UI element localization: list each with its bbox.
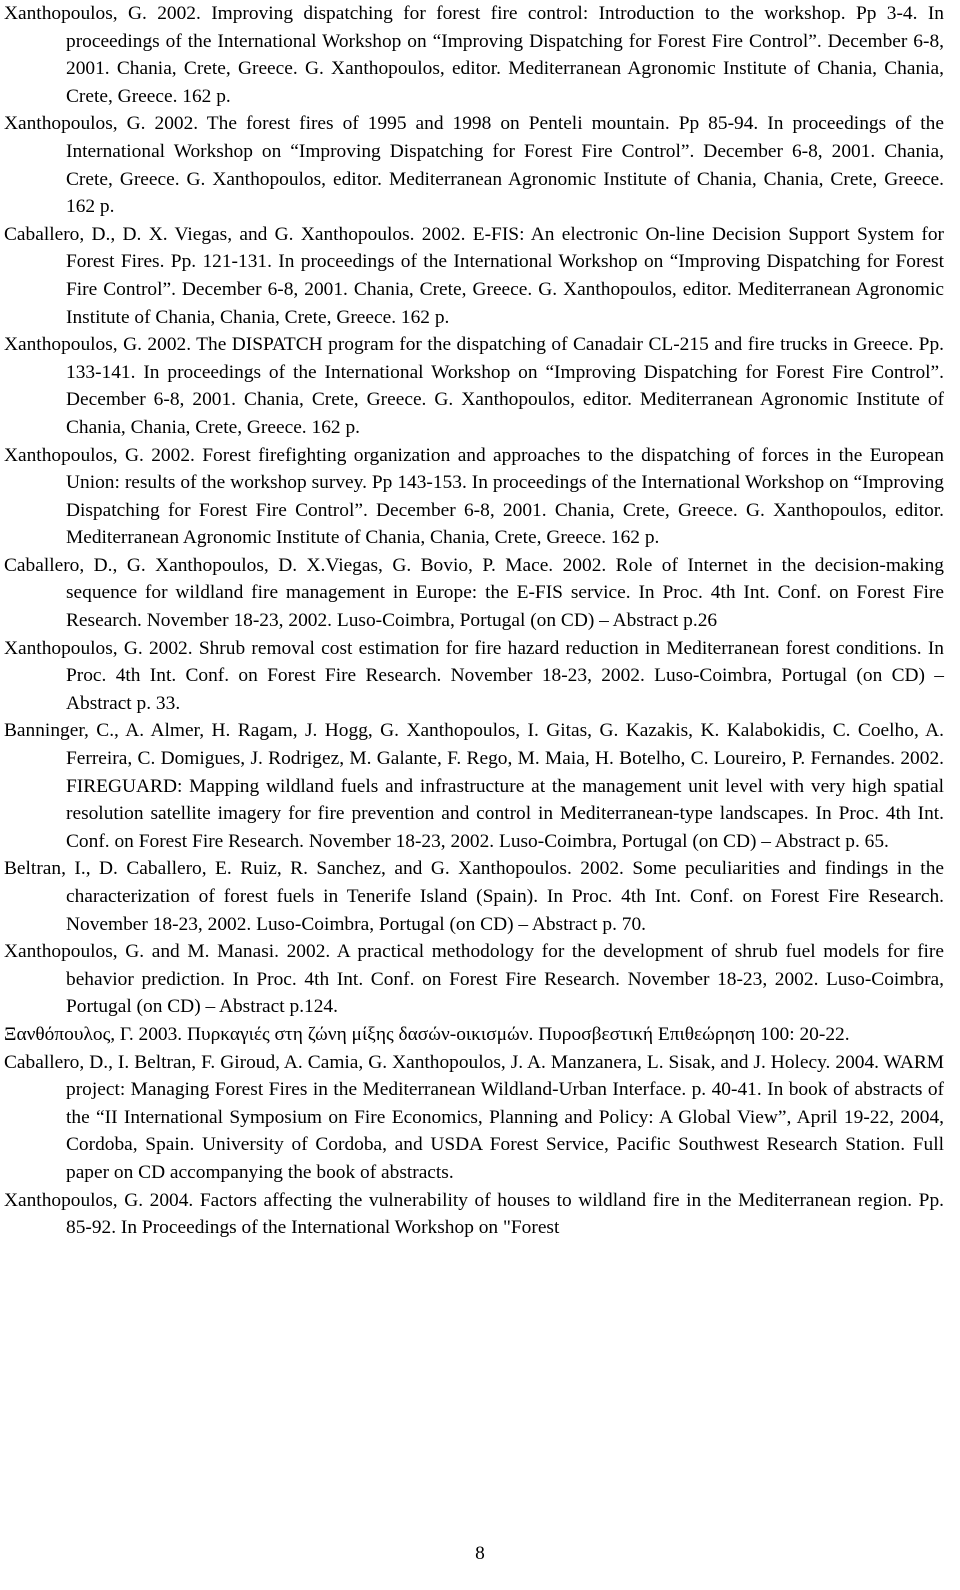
reference-list xyxy=(4,0,944,1242)
reference-entry: Xanthopoulos, G. 2002. The DISPATCH program for the dispatching of Canadair CL-215 and fire trucks in Greece. Pp. 133-141. In proceedings of the International Workshop on “Improving Dispatching for Forest Fire Control”. December 6-8, 2001. Chania, Crete, Greece. G. Xanthopoulos, editor. Mediterranean Agronomic Institute of Chania, Chania, Crete, Greece. 162 p. xyxy=(4,334,944,438)
reference-entry: Xanthopoulos, G. and M. Manasi. 2002. A practical methodology for the development of shrub fuel models for fire behavior prediction. In Proc. 4th Int. Conf. on Forest Fire Research. November 18-23, 2002. Luso-Coimbra, Portugal (on CD) – Abstract p.124. xyxy=(4,941,944,1018)
reference-entry: Beltran, I., D. Caballero, E. Ruiz, R. Sanchez, and G. Xanthopoulos. 2002. Some peculiarities and findings in the characterization of forest fuels in Tenerife Island (Spain). In Proc. 4th Int. Conf. on Forest Fire Research. November 18-23, 2002. Luso-Coimbra, Portugal (on CD) – Abstract p. 70. xyxy=(4,858,944,935)
reference-entry: Caballero, D., D. X. Viegas, and G. Xanthopoulos. 2002. E-FIS: An electronic On-line Decision Support System for Forest Fires. Pp. 121-131. In proceedings of the International Workshop on “Improving Dispatching for Forest Fire Control”. December 6-8, 2001. Chania, Crete, Greece. G. Xanthopoulos, editor. Mediterranean Agronomic Institute of Chania, Chania, Crete, Greece. 162 p. xyxy=(4,223,944,328)
reference-entry: Xanthopoulos, G. 2002. Forest firefighting organization and approaches to the dispatching of forces in the European Union: results of the workshop survey. Pp 143-153. In proceedings of the International Workshop on “Improving Dispatching for Forest Fire Control”. December 6-8, 2001. Chania, Crete, Greece. G. Xanthopoulos, editor. Mediterranean Agronomic Institute of Chania, Chania, Crete, Greece. 162 p. xyxy=(4,444,944,549)
reference-entry: Xanthopoulos, G. 2004. Factors affecting the vulnerability of houses to wildland fire in the Mediterranean region. Pp. 85-92. In Proceedings of the International Workshop on "Forest xyxy=(4,1189,944,1239)
reference-entry: Xanthopoulos, G. 2002. Shrub removal cost estimation for fire hazard reduction in Mediterranean forest conditions. In Proc. 4th Int. Conf. on Forest Fire Research. November 18-23, 2002. Luso-Coimbra, Portugal (on CD) – Abstract p. 33. xyxy=(4,637,944,714)
reference-entry: Xanthopoulos, G. 2002. Improving dispatching for forest fire control: Introduction to the workshop. Pp 3-4. In proceedings of the International Workshop on “Improving Dispatching for Forest Fire Control”. December 6-8, 2001. Chania, Crete, Greece. G. Xanthopoulos, editor. Mediterranean Agronomic Institute of Chania, Chania, Crete, Greece. 162 p. xyxy=(4,3,944,107)
reference-entry: Xanthopoulos, G. 2002. The forest fires of 1995 and 1998 on Penteli mountain. Pp 85-94. In proceedings of the International Workshop on “Improving Dispatching for Forest Fire Control”. December 6-8, 2001. Chania, Crete, Greece. G. Xanthopoulos, editor. Mediterranean Agronomic Institute of Chania, Chania, Crete, Greece. 162 p. xyxy=(4,113,944,218)
reference-entry: Caballero, D., G. Xanthopoulos, D. X.Viegas, G. Bovio, P. Mace. 2002. Role of Internet in the decision-making sequence for wildland fire management in Europe: the E-FIS service. In Proc. 4th Int. Conf. on Forest Fire Research. November 18-23, 2002. Luso-Coimbra, Portugal (on CD) – Abstract p.26 xyxy=(4,554,944,632)
reference-entry: Banninger, C., A. Almer, H. Ragam, J. Hogg, G. Xanthopoulos, I. Gitas, G. Kazakis, K. Kalabokidis, C. Coelho, A. Ferreira, C. Domigues, J. Rodrigez, M. Galante, F. Rego, M. Maia, H. Botelho, C. Loureiro, P. Fernandes. 2002. FIREGUARD: Mapping wildland fuels and infrastructure at the management unit level with very high spatial resolution satellite imagery for fire prevention and control in Mediterranean-type landscapes. In Proc. 4th Int. Conf. on Forest Fire Research. November 18-23, 2002. Luso-Coimbra, Portugal (on CD) – Abstract p. 65. xyxy=(4,720,944,852)
reference-entry: Ξανθόπουλος, Γ. 2003. Πυρκαγιές στη ζώνη μίξης δασών-οικισμών. Πυροσβεστική Επιθεώρηση 100: 20-22. xyxy=(4,1023,850,1045)
page-number: 8 xyxy=(475,1543,485,1564)
reference-entry: Caballero, D., I. Beltran, F. Giroud, A. Camia, G. Xanthopoulos, J. A. Manzanera, L. Sisak, and J. Holecy. 2004. WARM project: Managing Forest Fires in the Mediterranean Wildland-Urban Interface. p. 40-41. In book of abstracts of the “II International Symposium on Fire Economics, Planning and Policy: A Global View”, April 19-22, 2004, Cordoba, Spain. University of Cordoba, and USDA Forest Service, Pacific Southwest Research Station. Full paper on CD accompanying the book of abstracts. xyxy=(4,1051,944,1183)
